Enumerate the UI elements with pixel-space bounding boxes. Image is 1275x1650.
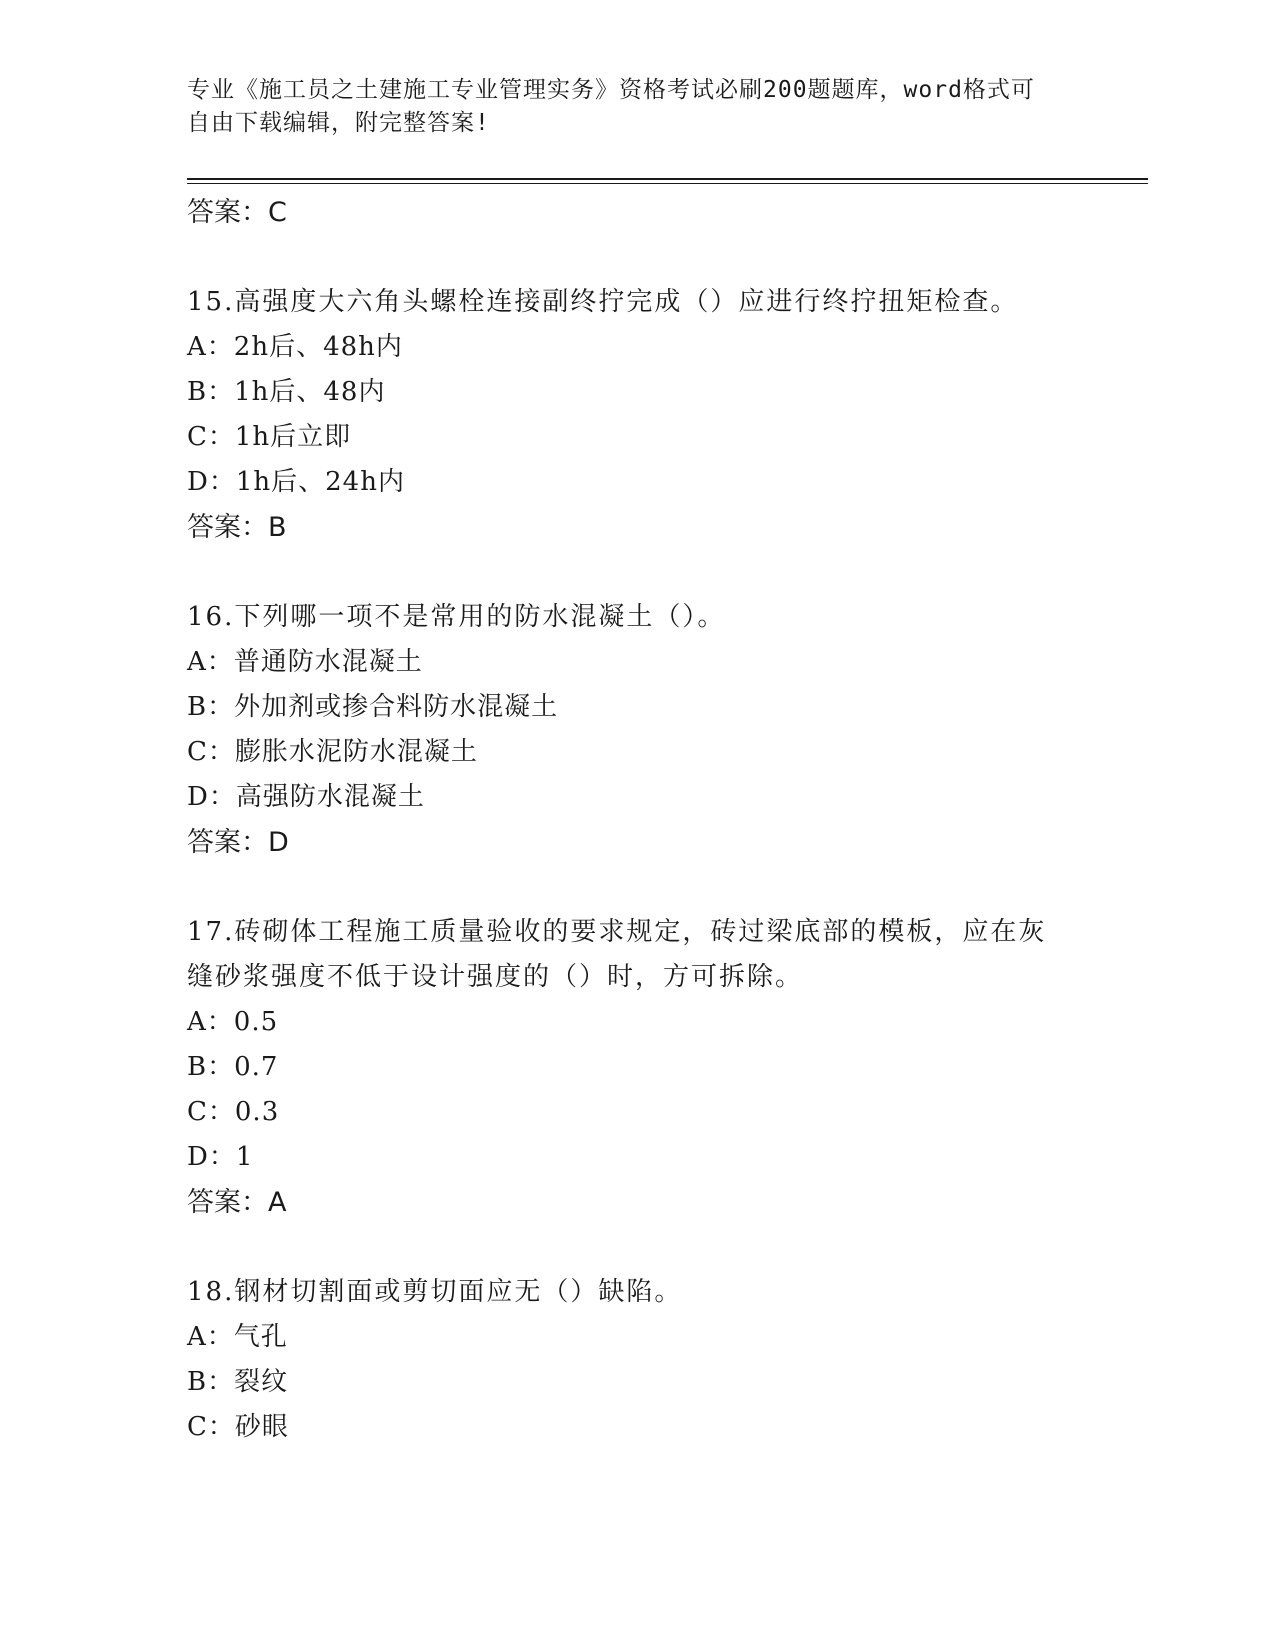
question-text: 18.钢材切割面或剪切面应无（）缺陷。 — [187, 1277, 683, 1307]
question-17 — [187, 910, 1087, 1226]
option-c: C：1h后立即 — [187, 422, 352, 452]
option-c: C：0.3 — [187, 1097, 280, 1127]
header-line-1: 专业《施工员之土建施工专业管理实务》资格考试必刷200题题库，word格式可 — [187, 77, 1035, 103]
option-b: B：0.7 — [187, 1052, 279, 1082]
option-b: B：外加剂或掺合料防水混凝土 — [187, 692, 559, 722]
header-line-2: 自由下载编辑，附完整答案! — [187, 110, 490, 136]
option-d: D：1h后、24h内 — [187, 467, 405, 497]
option-a: A：0.5 — [187, 1007, 279, 1037]
option-a: A：2h后、48h内 — [187, 332, 403, 362]
option-a: A：普通防水混凝土 — [187, 647, 423, 677]
question-18 — [187, 1270, 1087, 1450]
question-text-line-1: 17.砖砌体工程施工质量验收的要求规定，砖过梁底部的模板，应在灰 — [187, 917, 1047, 947]
option-b: B：1h后、48内 — [187, 377, 386, 407]
question-15 — [187, 280, 1087, 551]
option-d: D：高强防水混凝土 — [187, 782, 425, 812]
question-text-line-2: 缝砂浆强度不低于设计强度的（）时，方可拆除。 — [187, 962, 804, 992]
option-d: D：1 — [187, 1142, 254, 1172]
document-header — [187, 74, 1067, 140]
option-a: A：气孔 — [187, 1322, 288, 1352]
option-c: C：砂眼 — [187, 1412, 289, 1442]
question-text: 15.高强度大六角头螺栓连接副终拧完成（）应进行终拧扭矩检查。 — [187, 287, 1019, 317]
header-divider — [187, 178, 1148, 184]
option-b: B：裂纹 — [187, 1367, 289, 1397]
question-text: 16.下列哪一项不是常用的防水混凝土（）。 — [187, 602, 726, 632]
answer-line: 答案：A — [187, 1187, 287, 1218]
question-16 — [187, 595, 1087, 866]
answer-line: 答案：B — [187, 512, 287, 543]
option-c: C：膨胀水泥防水混凝土 — [187, 737, 478, 767]
question-list — [187, 190, 1087, 1450]
answer-line: 答案：D — [187, 827, 289, 858]
answer-line: 答案：C — [187, 197, 287, 228]
